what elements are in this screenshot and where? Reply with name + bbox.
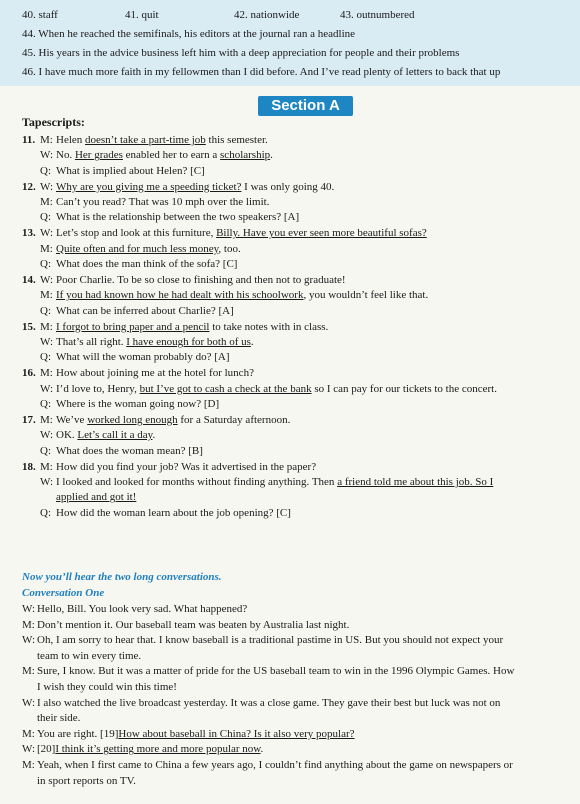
- underlined-run: I have enough for both of us: [126, 335, 251, 348]
- dialogue-line: [56, 367, 254, 379]
- speaker-label: W:: [22, 696, 36, 709]
- item-number: 15.: [22, 320, 36, 333]
- underlined-run: Quite often and for much less money: [56, 242, 219, 255]
- text-run: What does the man think of the sofa? [C]: [56, 258, 238, 270]
- text-run: We’ve: [56, 413, 88, 426]
- speaker-label: M:: [40, 320, 53, 333]
- dialogue-line: [56, 491, 136, 503]
- speaker-label: M:: [22, 727, 35, 740]
- section-title: Section A: [258, 96, 353, 116]
- dialogue-line: [56, 429, 155, 441]
- underlined-run: applied and got it!: [56, 491, 137, 504]
- speaker-label: W:: [22, 603, 36, 615]
- text-run: so I can pay for our tickets to the concert.: [311, 382, 497, 395]
- dialogue-line: [56, 196, 269, 208]
- conversation-line: Don’t mention it. Our baseball team was beaten by Australia last night.: [37, 618, 350, 631]
- underlined-run: Why are you giving me a speeding ticket?: [56, 180, 242, 193]
- underlined-run: worked long enough: [87, 413, 178, 426]
- speaker-label: M:: [22, 665, 35, 678]
- underlined-run: I think it’s getting more and more popular now: [55, 743, 261, 756]
- text-run: Let’s stop and look at this furniture,: [56, 227, 217, 240]
- speaker-label: W:: [40, 149, 54, 162]
- text-run: .: [250, 335, 254, 348]
- dialogue-line: [56, 243, 241, 255]
- speaker-label: W:: [40, 335, 54, 348]
- item-number: 11.: [22, 134, 36, 146]
- item-number: 12.: [22, 180, 36, 193]
- answer-43: 43. outnumbered: [340, 9, 415, 21]
- underlined-run: If you had known how he had dealt with his schoolwork: [56, 289, 304, 302]
- dialogue-line: [56, 258, 237, 270]
- speaker-label: W:: [40, 475, 54, 488]
- speaker-label: W:: [22, 743, 36, 756]
- answer-40: 40. staff: [22, 9, 58, 21]
- underlined-run: I forgot to bring paper and a pencil: [56, 320, 210, 333]
- text-run: I was only going 40.: [241, 180, 335, 193]
- text-run: What can be inferred about Charlie? [A]: [56, 304, 234, 317]
- dialogue-line: [56, 383, 497, 395]
- dialogue-line: [56, 211, 299, 223]
- text-run: [20]: [37, 743, 56, 756]
- speaker-label: M:: [40, 242, 53, 255]
- text-run: to take notes with in class.: [209, 320, 329, 333]
- text-run: , you wouldn’t feel like that.: [303, 289, 429, 302]
- dialogue-line: [56, 149, 273, 161]
- dialogue-line: [56, 351, 230, 363]
- text-run: How did you find your job? Was it advertised in the paper?: [56, 460, 317, 473]
- answer-42: 42. nationwide: [234, 9, 300, 21]
- dialogue-line: [56, 336, 254, 348]
- conversation-line: [37, 743, 263, 755]
- underlined-run: doesn’t take a part-time job: [85, 134, 206, 146]
- underlined-run: but I’ve got to cash a check at the bank: [139, 382, 312, 395]
- text-run: That’s all right.: [56, 335, 127, 348]
- text-run: .: [152, 429, 156, 442]
- speaker-label: W:: [40, 382, 54, 395]
- dialogue-line: [56, 305, 234, 317]
- dialogue-line: [56, 289, 428, 301]
- speaker-label: Q:: [40, 164, 51, 177]
- speaker-label: W:: [40, 429, 54, 442]
- text-run: , too.: [218, 242, 241, 255]
- conversation-line: their side.: [37, 712, 81, 725]
- conversation-line: in sport reports on TV.: [37, 774, 136, 787]
- text-run: Where is the woman going now? [D]: [56, 397, 220, 410]
- item-number: 18.: [22, 460, 36, 473]
- text-run: for a Saturday afternoon.: [177, 413, 291, 426]
- speaker-label: M:: [40, 196, 53, 208]
- text-run: You are right. [19]: [37, 727, 119, 740]
- conversation-line: Sure, I know. But it was a matter of pride for the US baseball team to win in the 1996 Olympic Games. How: [37, 665, 515, 678]
- dialogue-line: [56, 414, 290, 426]
- text-run: Can’t you read? That was 10 mph over the limit.: [56, 196, 270, 208]
- dialogue-line: [56, 476, 493, 488]
- conversation-line: Hello, Bill. You look very sad. What happened?: [37, 603, 248, 615]
- speaker-label: W:: [40, 180, 54, 193]
- answer-44: 44. When he reached the semifinals, his editors at the journal ran a headline: [22, 28, 356, 40]
- speaker-label: Q:: [40, 258, 51, 270]
- dialogue-line: [56, 134, 268, 146]
- speaker-label: Q:: [40, 351, 51, 364]
- dialogue-line: [56, 274, 346, 286]
- underlined-run: Billy. Have you ever seen more beautiful sofas?: [216, 227, 427, 240]
- text-run: enabled her to earn a: [122, 149, 221, 162]
- speaker-label: M:: [40, 413, 53, 426]
- speaker-label: W:: [22, 634, 36, 647]
- dialogue-line: [56, 507, 291, 519]
- conversation-line: Oh, I am sorry to hear that. I know baseball is a traditional pastime in US. But you should not expect your: [37, 634, 504, 647]
- text-run: How did the woman learn about the job opening? [C]: [56, 506, 291, 519]
- answer-46: 46. I have much more faith in my fellowmen than I did before. And I’ve read plenty of letters to back that up: [22, 66, 501, 78]
- speaker-label: Q:: [40, 397, 51, 410]
- speaker-label: M:: [40, 460, 53, 473]
- dialogue-line: [56, 461, 316, 473]
- conversation-title: Conversation One: [22, 587, 105, 599]
- underlined-run: scholarship: [220, 149, 271, 162]
- speaker-label: Q:: [40, 444, 51, 457]
- dialogue-line: [56, 227, 427, 239]
- dialogue-line: [56, 398, 219, 410]
- text-run: What is the relationship between the two speakers? [A]: [56, 211, 300, 224]
- underlined-run: a friend told me about this job. So I: [337, 475, 494, 488]
- conversation-line: team to win every time.: [37, 649, 142, 662]
- dialogue-line: [56, 181, 334, 193]
- item-number: 14.: [22, 273, 36, 286]
- speaker-label: Q:: [40, 304, 51, 317]
- conversation-line: [37, 728, 355, 740]
- text-run: I looked and looked for months without finding anything. Then: [56, 475, 338, 488]
- speaker-label: M:: [22, 759, 35, 771]
- speaker-label: M:: [40, 289, 53, 302]
- conversation-line: I wish they could win this time!: [37, 681, 177, 693]
- dialogue-line: [56, 165, 205, 177]
- speaker-label: M:: [40, 134, 53, 146]
- text-run: .: [260, 743, 264, 756]
- underlined-run: How about baseball in China? Is it also very popular?: [118, 727, 355, 740]
- text-run: I’d love to, Henry,: [56, 382, 140, 395]
- text-run: What will the woman probably do? [A]: [56, 351, 230, 364]
- speaker-label: W:: [40, 227, 54, 240]
- item-number: 13.: [22, 227, 36, 240]
- underlined-run: Let’s call it a day: [77, 429, 153, 442]
- long-conversations-intro: Now you’ll hear the two long conversations.: [22, 571, 222, 583]
- text-run: OK.: [56, 429, 78, 442]
- text-run: Helen: [56, 134, 86, 146]
- answer-45: 45. His years in the advice business left him with a deep appreciation for people and their problems: [22, 47, 460, 59]
- text-run: What is implied about Helen? [C]: [56, 164, 205, 177]
- dialogue-line: [56, 445, 203, 457]
- tapescripts-label: Tapescripts:: [22, 115, 85, 129]
- speaker-label: W:: [40, 273, 54, 286]
- item-number: 17.: [22, 413, 36, 426]
- text-run: No.: [56, 149, 75, 162]
- text-run: .: [270, 149, 273, 162]
- speaker-label: M:: [40, 367, 53, 380]
- text-run: What does the woman mean? [B]: [56, 444, 203, 457]
- answer-key-band: [0, 0, 580, 86]
- item-number: 16.: [22, 367, 36, 380]
- speaker-label: Q:: [40, 211, 51, 224]
- conversation-line: I also watched the live broadcast yesterday. It was a close game. They gave their best but luck was not on: [37, 696, 501, 709]
- speaker-label: Q:: [40, 506, 51, 519]
- text-run: this semester.: [205, 134, 268, 146]
- underlined-run: Her grades: [74, 149, 123, 162]
- conversation-line: Yeah, when I first came to China a few years ago, I couldn’t find anything about the game on newspapers or: [37, 759, 513, 771]
- text-run: How about joining me at the hotel for lunch?: [56, 367, 254, 380]
- dialogue-line: [56, 321, 328, 333]
- speaker-label: M:: [22, 618, 35, 631]
- text-run: Poor Charlie. To be so close to finishing and then not to graduate!: [56, 273, 346, 286]
- answer-41: 41. quit: [125, 9, 159, 21]
